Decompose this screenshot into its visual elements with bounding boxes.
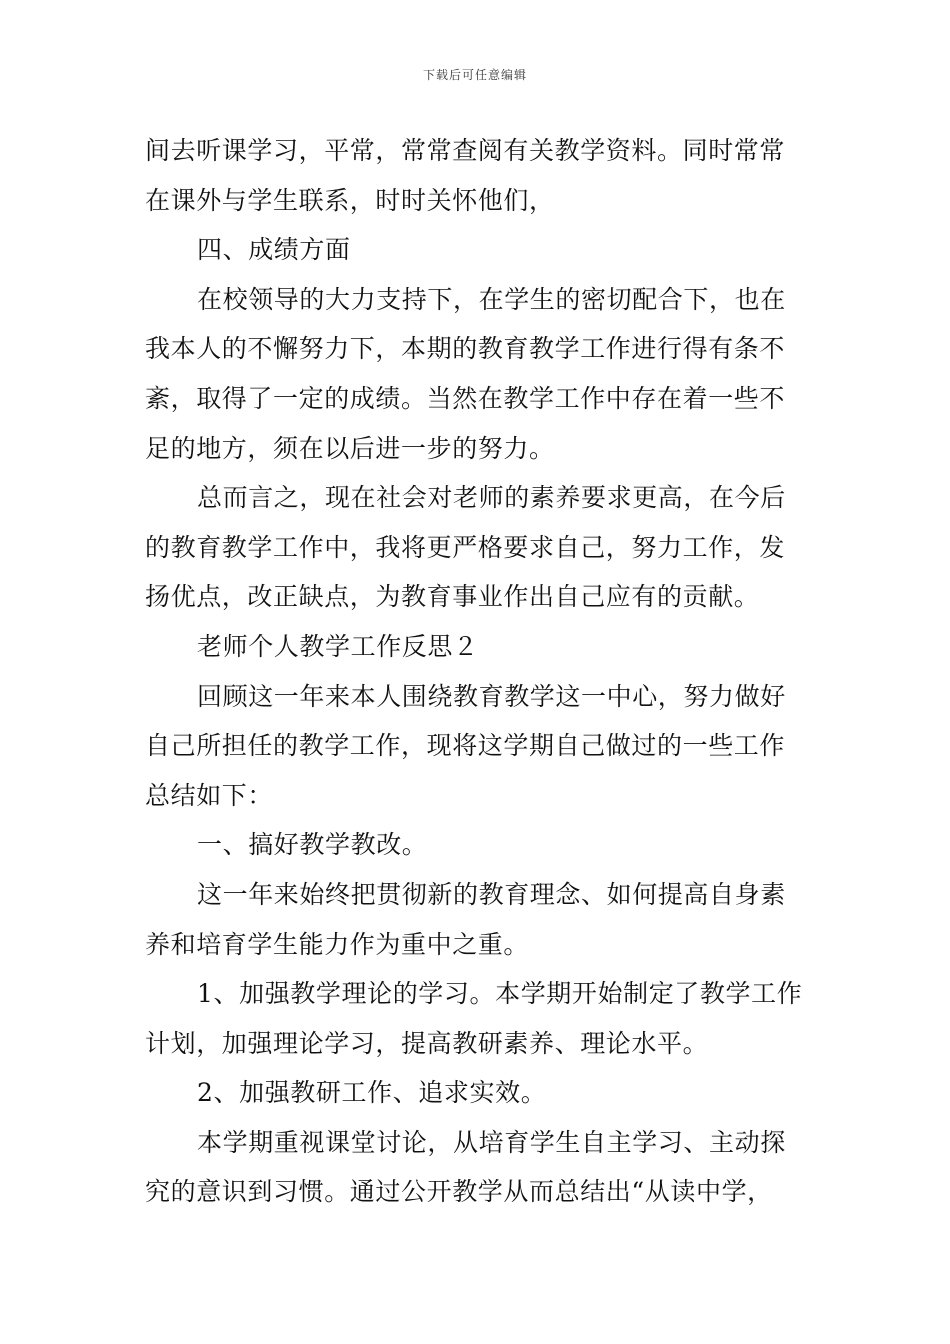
text-line: 1、加强教学理论的学习。本学期开始制定了教学工作 xyxy=(197,979,803,1009)
text-line: 究的意识到习惯。通过公开教学从而总结出“从读中学， xyxy=(145,1177,773,1207)
text-line: 2、加强教研工作、追求实效。 xyxy=(197,1078,547,1108)
text-line: 间去听课学习，平常，常常查阅有关教学资料。同时常常 xyxy=(145,136,786,165)
text-line: 总而言之，现在社会对老师的素养要求更高，在今后 xyxy=(197,483,786,513)
text-line: 在校领导的大力支持下，在学生的密切配合下，也在 xyxy=(197,284,786,314)
text-line: 这一年来始终把贯彻新的教育理念、如何提高自身素 xyxy=(197,879,786,909)
text-line: 我本人的不懈努力下，本期的教育教学工作进行得有条不 xyxy=(145,334,786,364)
text-line: 本学期重视课堂讨论，从培育学生自主学习、主动探 xyxy=(197,1127,786,1157)
text-line: 在课外与学生联系，时时关怀他们， xyxy=(145,185,555,215)
text-line: 养和培育学生能力作为重中之重。 xyxy=(145,929,530,959)
text-line: 紊，取得了一定的成绩。当然在教学工作中存在着一些不 xyxy=(145,383,786,413)
text-line: 计划，加强理论学习，提高教研素养、理论水平。 xyxy=(145,1028,709,1058)
text-line: 四、成绩方面 xyxy=(197,235,351,265)
text-line: 自己所担任的教学工作，现将这学期自己做过的一些工作 xyxy=(145,731,786,761)
page-header-note: 下载后可任意编辑 xyxy=(422,68,527,82)
text-line: 扬优点，改正缺点，为教育事业作出自己应有的贡献。 xyxy=(145,582,760,612)
text-line: 的教育教学工作中，我将更严格要求自己，努力工作，发 xyxy=(145,532,786,562)
text-line: 总结如下： xyxy=(145,780,274,810)
text-line: 一、搞好教学教改。 xyxy=(197,830,428,860)
body-text xyxy=(145,126,809,1217)
text-line: 回顾这一年来本人围绕教育教学这一中心，努力做好 xyxy=(197,681,786,711)
text-line: 老师个人教学工作反思２ xyxy=(197,631,479,661)
text-line: 足的地方，须在以后进一步的努力。 xyxy=(145,433,555,463)
